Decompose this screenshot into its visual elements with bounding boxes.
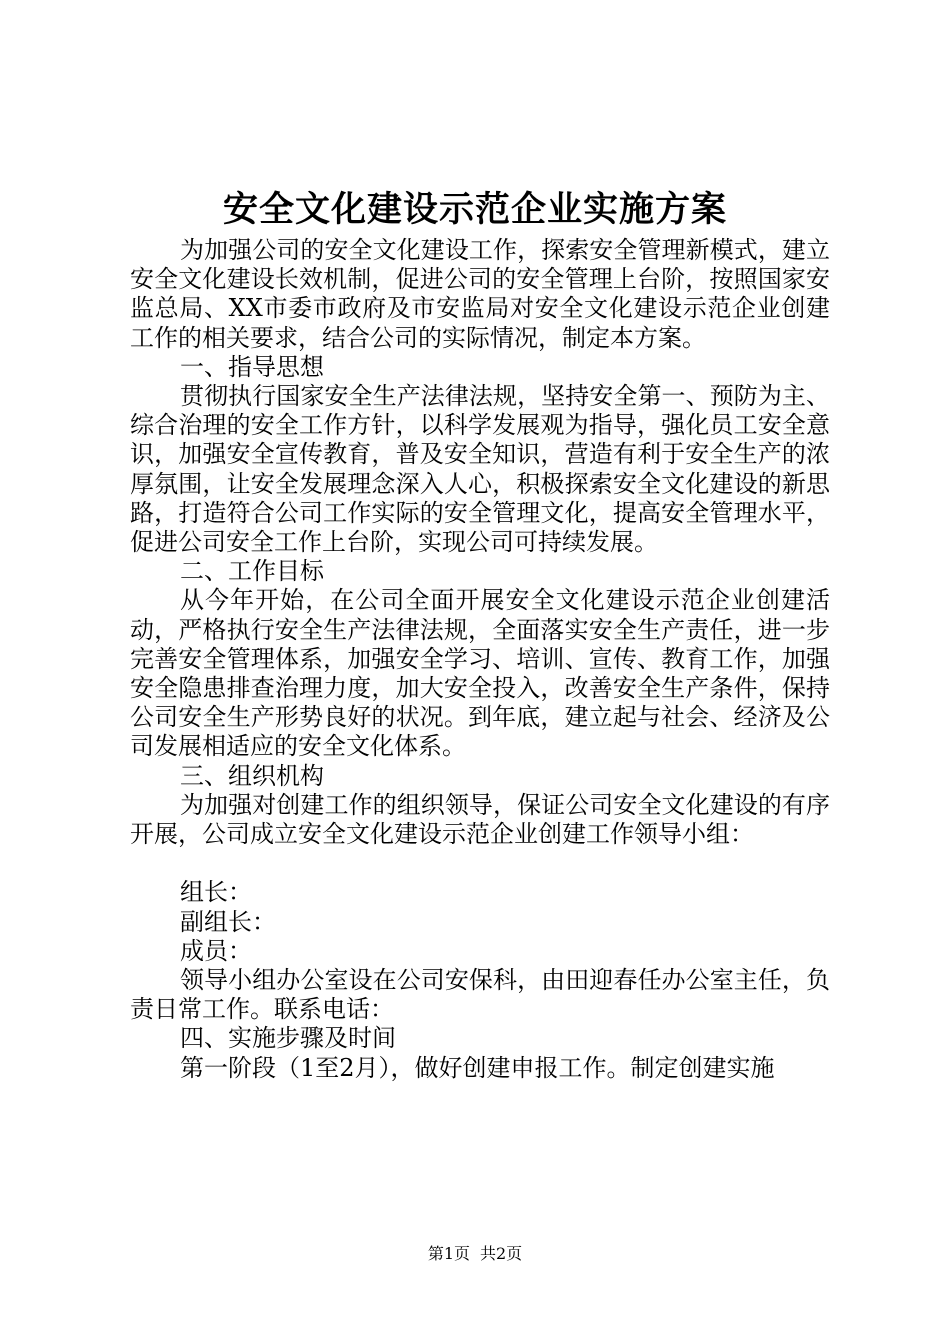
- page-footer: [0, 1243, 950, 1265]
- field-group-leader: 组长：: [180, 878, 252, 907]
- section-heading-steps: 四、实施步骤及时间: [180, 1024, 396, 1053]
- paragraph-office: 领导小组办公室设在公司安保科，由田迎春任办公室主任，负责日常工作。联系电话：: [130, 966, 830, 1024]
- document-title: 安全文化建设示范企业实施方案: [222, 189, 727, 230]
- page-number-total: 共2页: [480, 1244, 523, 1263]
- page-number-current: 第1页: [427, 1244, 470, 1263]
- field-deputy-leader: 副组长：: [180, 907, 276, 936]
- section-heading-guiding-ideology: 一、指导思想: [180, 352, 324, 381]
- blank-line: [130, 849, 830, 878]
- section-heading-work-goals: 二、工作目标: [180, 557, 324, 586]
- paragraph-work-goals: 从今年开始，在公司全面开展安全文化建设示范企业创建活动，严格执行安全生产法律法规，全面落实安全生产责任，进一步完善安全管理体系，加强安全学习、培训、宣传、教育工作，加强安全隐患排查治理力度，加大安全投入，改善安全生产条件，保持公司安全生产形势良好的状况。到年底，建立起与社会、经济及公司发展相适应的安全文化体系。: [130, 586, 830, 761]
- paragraph-intro: 为加强公司的安全文化建设工作，探索安全管理新模式，建立安全文化建设长效机制，促进公司的安全管理上台阶，按照国家安监总局、XX市委市政府及市安监局对安全文化建设示范企业创建工作的相关要求，结合公司的实际情况，制定本方案。: [130, 236, 830, 352]
- paragraph-organization: 为加强对创建工作的组织领导，保证公司安全文化建设的有序开展，公司成立安全文化建设示范企业创建工作领导小组：: [130, 790, 830, 849]
- paragraph-stage-one: 第一阶段（1至2月），做好创建申报工作。制定创建实施: [180, 1053, 775, 1082]
- paragraph-guiding-ideology: 贯彻执行国家安全生产法律法规，坚持安全第一、预防为主、综合治理的安全工作方针，以科学发展观为指导，强化员工安全意识，加强安全宣传教育，普及安全知识，营造有利于安全生产的浓厚氛围，让安全发展理念深入人心，积极探索安全文化建设的新思路，打造符合公司工作实际的安全管理文化，提高安全管理水平，促进公司安全工作上台阶，实现公司可持续发展。: [130, 382, 830, 557]
- document-body: [130, 236, 830, 1083]
- field-members: 成员：: [180, 936, 252, 965]
- section-heading-organization: 三、组织机构: [180, 761, 324, 790]
